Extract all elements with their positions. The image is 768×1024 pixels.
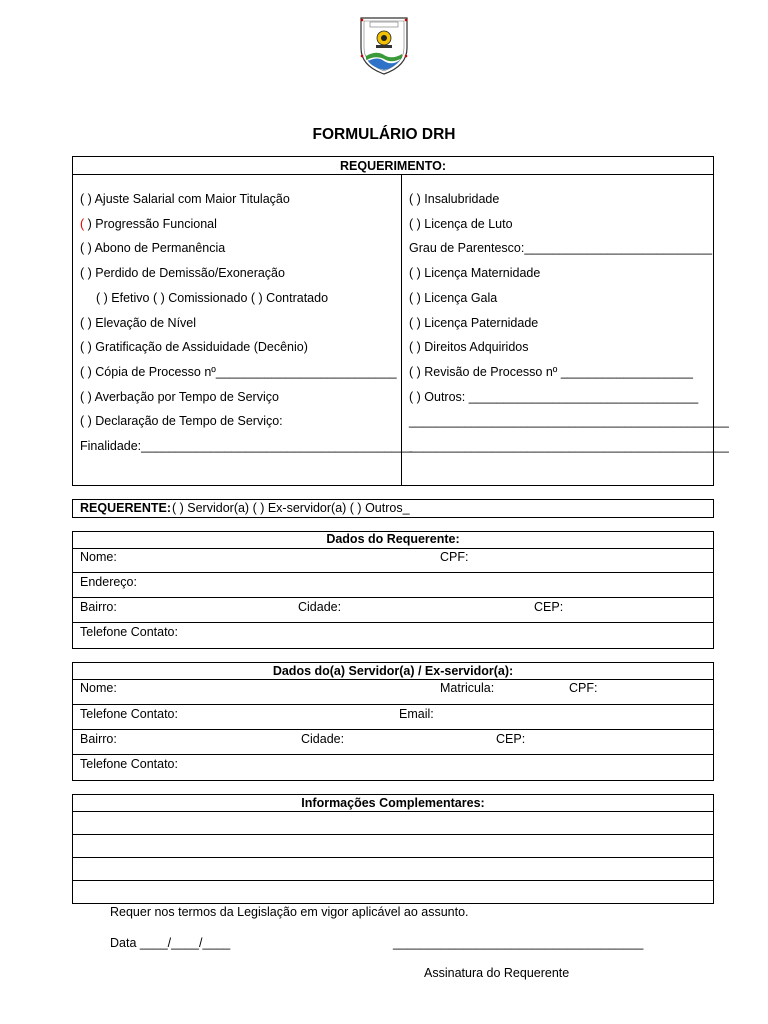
requerente-cpf-field[interactable]: CPF: (440, 550, 469, 564)
info-line-3[interactable] (73, 858, 713, 879)
requerimento-option[interactable]: ( ) Licença Maternidade (409, 266, 541, 281)
servidor-matricula-field[interactable]: Matricula: (440, 681, 495, 695)
servidor-email-field[interactable]: Email: (399, 707, 434, 721)
requerimento-option[interactable]: ( ) Ajuste Salarial com Maior Titulação (80, 192, 290, 206)
requerimento-option[interactable]: ( ) Progressão Funcional (80, 216, 217, 231)
info-line-2[interactable] (73, 835, 713, 856)
requerimento-option[interactable]: ( ) Abono de Permanência (80, 241, 226, 256)
requerente-nome-field[interactable]: Nome: (80, 550, 117, 564)
requerente-telefone-field[interactable]: Telefone Contato: (80, 625, 178, 639)
signature-line[interactable]: ____________________________________ (393, 936, 644, 950)
servidor-bairro-field[interactable]: Bairro: (80, 732, 117, 746)
info-line-1[interactable] (73, 812, 713, 833)
requerimento-option[interactable]: ( ) Gratificação de Assiduidade (Decênio) (80, 340, 308, 355)
requerimento-option[interactable]: ( ) Averbação por Tempo de Serviço (80, 389, 279, 404)
servidor-nome-field[interactable]: Nome: (80, 681, 117, 695)
requerimento-option[interactable]: ( ) Efetivo ( ) Comissionado ( ) Contratado (96, 290, 329, 305)
requerimento-option[interactable]: ( ) Cópia de Processo nº__________________________ (80, 364, 397, 379)
dados-servidor-header: Dados do(a) Servidor(a) / Ex-servidor(a): (272, 664, 514, 678)
requer-statement: Requer nos termos da Legislação em vigor aplicável ao assunto. (110, 905, 469, 919)
requerimento-option[interactable]: Finalidade:_______________________________________ (80, 439, 413, 453)
requerente-bairro-field[interactable]: Bairro: (80, 600, 117, 614)
requerente-cep-field[interactable]: CEP: (534, 600, 564, 614)
requerimento-option[interactable]: ( ) Licença Gala (409, 290, 498, 305)
requerimento-option[interactable]: ______________________________________________ (409, 414, 729, 429)
dados-requerente-header: Dados do Requerente: (326, 532, 460, 546)
requerimento-option[interactable]: ( ) Licença Paternidade (409, 315, 539, 330)
page-title: FORMULÁRIO DRH (312, 126, 456, 143)
requerimento-option[interactable]: ( ) Insalubridade (409, 192, 500, 206)
requerente-options[interactable]: ( ) Servidor(a) ( ) Ex-servidor(a) ( ) Outros_ (172, 501, 410, 515)
servidor-telefone-field[interactable]: Telefone Contato: (80, 707, 178, 721)
requerimento-option[interactable]: ( ) Elevação de Nível (80, 315, 197, 330)
requerimento-option[interactable]: ( ) Perdido de Demissão/Exoneração (80, 266, 285, 281)
requerimento-option[interactable]: ______________________________________________ (409, 439, 729, 453)
requerimento-option[interactable]: Grau de Parentesco:___________________________ (409, 241, 713, 256)
servidor-cpf-field[interactable]: CPF: (569, 681, 598, 695)
servidor-cep-field[interactable]: CEP: (496, 732, 526, 746)
signature-label: Assinatura do Requerente (424, 966, 570, 980)
requerimento-option[interactable]: ( ) Outros: _________________________________ (409, 389, 699, 404)
requerimento-option[interactable]: ( ) Revisão de Processo nº ___________________ (409, 364, 693, 379)
crest-logo (358, 14, 410, 76)
servidor-cidade-field[interactable]: Cidade: (301, 732, 345, 746)
info-complementares-header: Informações Complementares: (301, 796, 485, 810)
date-field[interactable]: Data ____/____/____ (110, 936, 231, 950)
requerente-cidade-field[interactable]: Cidade: (298, 600, 342, 614)
requerimento-header: REQUERIMENTO: (339, 159, 447, 173)
requerente-endereco-field[interactable]: Endereço: (80, 575, 137, 589)
requerimento-option[interactable]: ( ) Direitos Adquiridos (409, 340, 529, 355)
info-line-4[interactable] (73, 881, 713, 902)
requerimento-option[interactable]: ( ) Licença de Luto (409, 216, 513, 231)
requerimento-option[interactable]: ( ) Declaração de Tempo de Serviço: (80, 414, 283, 429)
requerente-label: REQUERENTE: (80, 501, 171, 515)
servidor-telefone2-field[interactable]: Telefone Contato: (80, 757, 178, 771)
